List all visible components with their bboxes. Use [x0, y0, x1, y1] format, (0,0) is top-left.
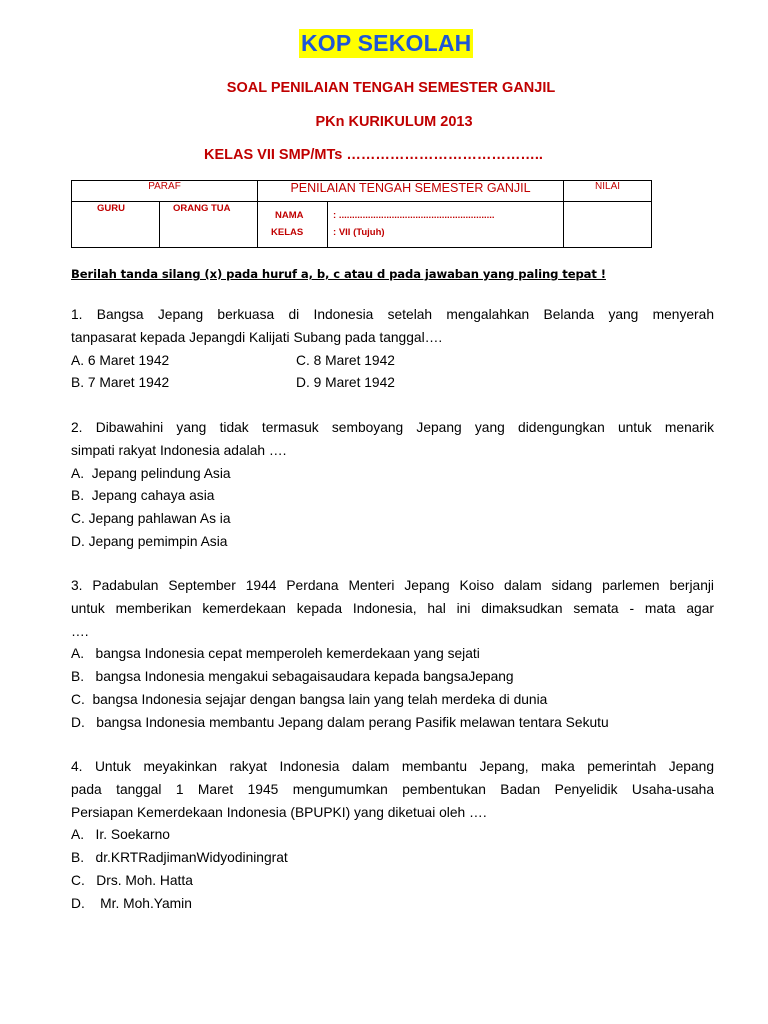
orang-tua-cell — [160, 202, 258, 248]
info-table — [71, 180, 652, 248]
guru-label: GURU — [97, 203, 125, 214]
kelas-value: : VII (Tujuh) — [333, 227, 385, 238]
option-b: B. 7 Maret 1942 — [71, 375, 170, 391]
option-a: A. bangsa Indonesia cepat memperoleh kemerdekaan yang sejati — [71, 646, 480, 662]
option-c: C. Jepang pahlawan As ia — [71, 511, 231, 527]
option-c: C. 8 Maret 1942 — [296, 352, 395, 368]
nama-value: : ........................................................... — [333, 210, 495, 221]
nama-kelas-value-cell — [328, 202, 564, 248]
question-text: untuk memberikan kemerdekaan kepada Indonesia, hal ini dimaksudkan semata - mata agar — [71, 600, 714, 616]
kelas-label: KELAS — [271, 227, 304, 238]
option-a: A. Ir. Soekarno — [71, 827, 170, 843]
option-d: D. Jepang pemimpin Asia — [71, 533, 228, 549]
exam-title: SOAL PENILAIAN TENGAH SEMESTER GANJIL — [226, 80, 556, 96]
question-text: …. — [71, 623, 89, 639]
question-text: Persiapan Kemerdekaan Indonesia (BPUPKI) yang diketuai oleh …. — [71, 804, 487, 820]
question-text: simpati rakyat Indonesia adalah …. — [71, 442, 287, 458]
option-b: B. Jepang cahaya asia — [71, 488, 215, 504]
question-text: tanpasarat kepada Jepangdi Kalijati Subang pada tanggal…. — [71, 329, 443, 345]
question-text: pada tanggal 1 Maret 1945 mengumumkan pembentukan Badan Penyelidik Usaha-usaha — [71, 781, 714, 797]
option-b: B. bangsa Indonesia mengakui sebagaisaudara kepada bangsaJepang — [71, 669, 514, 685]
nilai-header: NILAI — [564, 181, 652, 202]
option-d: D. bangsa Indonesia membantu Jepang dalam perang Pasifik melawan tentara Sekutu — [71, 714, 609, 730]
option-b: B. dr.KRTRadjimanWidyodiningrat — [71, 850, 288, 866]
question-4 — [71, 756, 714, 916]
question-text: 4. Untuk meyakinkan rakyat Indonesia dalam membantu Jepang, maka pemerintah Jepang — [71, 759, 714, 774]
question-1 — [71, 304, 714, 395]
instruction: Berilah tanda silang (x) pada huruf a, b, c atau d pada jawaban yang paling tepat ! — [71, 267, 606, 281]
question-2 — [71, 417, 714, 554]
paraf-header: PARAF — [72, 181, 258, 202]
guru-cell — [72, 202, 160, 248]
question-3 — [71, 575, 714, 735]
option-d: D. Mr. Moh.Yamin — [71, 895, 192, 911]
class-line: KELAS VII SMP/MTs ………………………………….. — [204, 147, 543, 163]
nama-kelas-label-cell — [258, 202, 328, 248]
option-a: A. Jepang pelindung Asia — [71, 465, 231, 481]
nama-label: NAMA — [275, 210, 304, 221]
nilai-cell — [564, 202, 652, 248]
question-text: 3. Padabulan September 1944 Perdana Menteri Jepang Koiso dalam sidang parlemen berjanji — [71, 578, 714, 593]
orang-tua-label: ORANG TUA — [173, 203, 231, 214]
pts-header: PENILAIAN TENGAH SEMESTER GANJIL — [258, 181, 564, 202]
option-a: A. 6 Maret 1942 — [71, 352, 170, 368]
question-text: 2. Dibawahini yang tidak termasuk semboyang Jepang yang didengungkan untuk menarik — [71, 420, 714, 435]
option-c: C. Drs. Moh. Hatta — [71, 872, 193, 888]
question-text: 1. Bangsa Jepang berkuasa di Indonesia setelah mengalahkan Belanda yang menyerah — [71, 307, 714, 322]
subject-title: PKn KURIKULUM 2013 — [315, 114, 473, 130]
option-d: D. 9 Maret 1942 — [296, 375, 395, 391]
option-c: C. bangsa Indonesia sejajar dengan bangsa lain yang telah merdeka di dunia — [71, 691, 548, 707]
school-letterhead: KOP SEKOLAH — [301, 30, 472, 56]
